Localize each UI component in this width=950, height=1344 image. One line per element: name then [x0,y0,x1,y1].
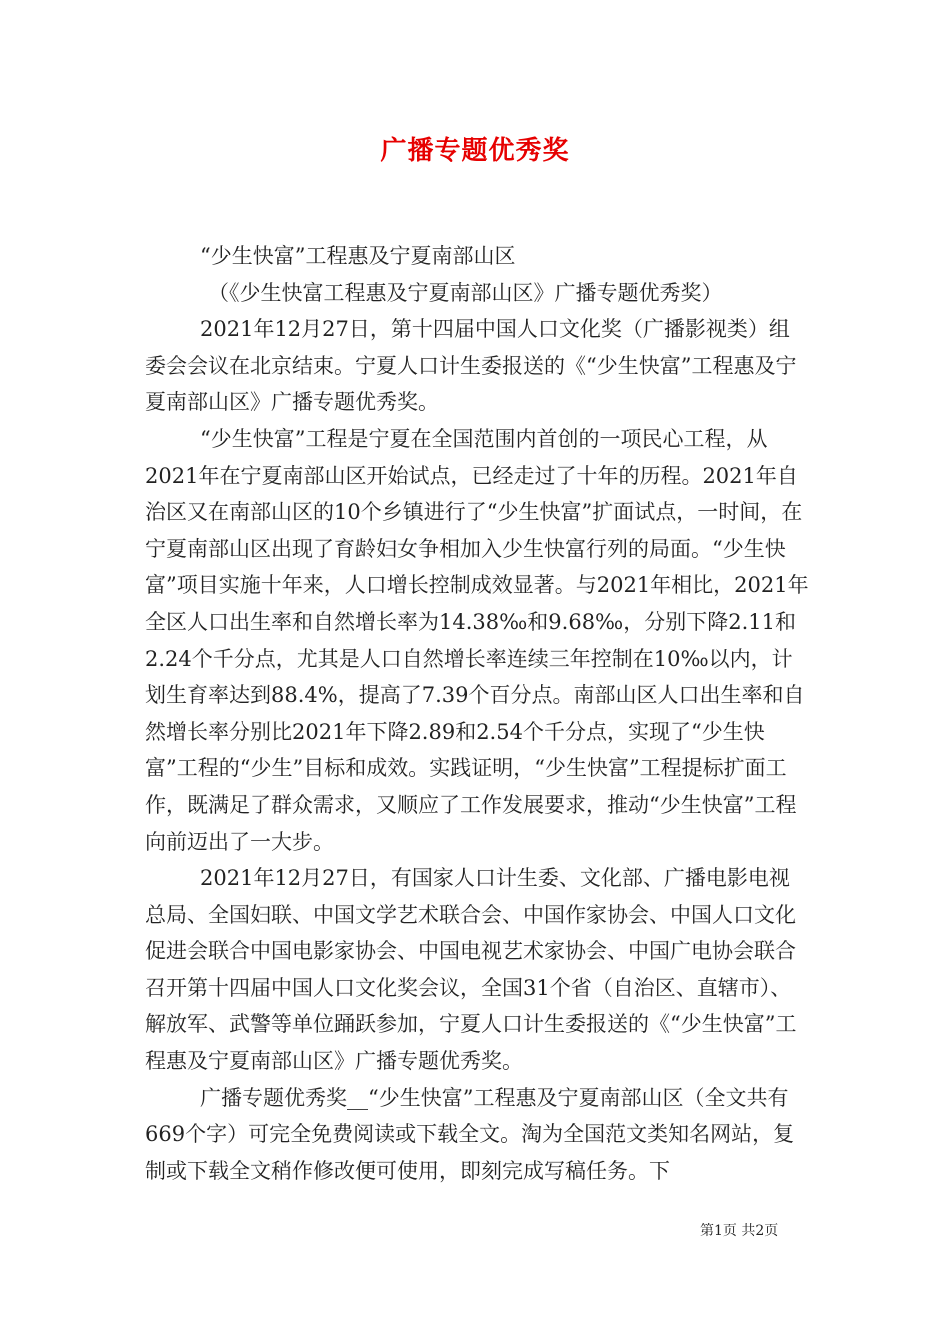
paragraph: “少生快富”工程是宁夏在全国范围内首创的一项民心工程，从2021年在宁夏南部山区开始试点，已经走过了十年的历程。2021年自治区又在南部山区的10个乡镇进行了“少生快富”扩面试点，一时间，在宁夏南部山区出现了育龄妇女争相加入少生快富行列的局面。“少生快富”项目实施十年来，人口增长控制成效显著。与2021年相比，2021年全区人口出生率和自然增长率为14.38‰和9.68‰，分别下降2.11和2.24个千分点，尤其是人口自然增长率连续三年控制在10‰以内，计划生育率达到88.4%，提高了7.39个百分点。南部山区人口出生率和自然增长率分别比2021年下降2.89和2.54个千分点，实现了“少生快富”工程的“少生”目标和成效。实践证明，“少生快富”工程提标扩面工作，既满足了群众需求，又顺应了工作发展要求，推动“少生快富”工程向前迈出了一大步。 [145,426,809,854]
paragraph: 2021年12月27日，有国家人口计生委、文化部、广播电影电视总局、全国妇联、中国文学艺术联合会、中国作家协会、中国人口文化促进会联合中国电影家协会、中国电视艺术家协会、中国广电协会联合召开第十四届中国人口文化奖会议，全国31个省（自治区、直辖市）、解放军、武警等单位踊跃参加，宁夏人口计生委报送的《“少生快富”工程惠及宁夏南部山区》广播专题优秀奖。 [145,866,797,1074]
source-line: （《少生快富工程惠及宁夏南部山区》广播专题优秀奖） [208,280,723,305]
paragraph: 广播专题优秀奖__“少生快富”工程惠及宁夏南部山区（全文共有669个字）可完全免费阅读或下载全文。淘为全国范文类知名网站，复制或下载全文稍作修改便可使用，即刻完成写稿任务。下 [145,1085,795,1183]
document-title: 广播专题优秀奖 [380,136,570,166]
document-body [145,238,810,1189]
paragraph: 2021年12月27日，第十四届中国人口文化奖（广播影视类）组委会会议在北京结束。宁夏人口计生委报送的《“少生快富”工程惠及宁夏南部山区》广播专题优秀奖。 [145,317,797,415]
subtitle-line: “少生快富”工程惠及宁夏南部山区 [200,244,516,268]
page-number-footer: 第1页 共2页 [700,1223,779,1239]
